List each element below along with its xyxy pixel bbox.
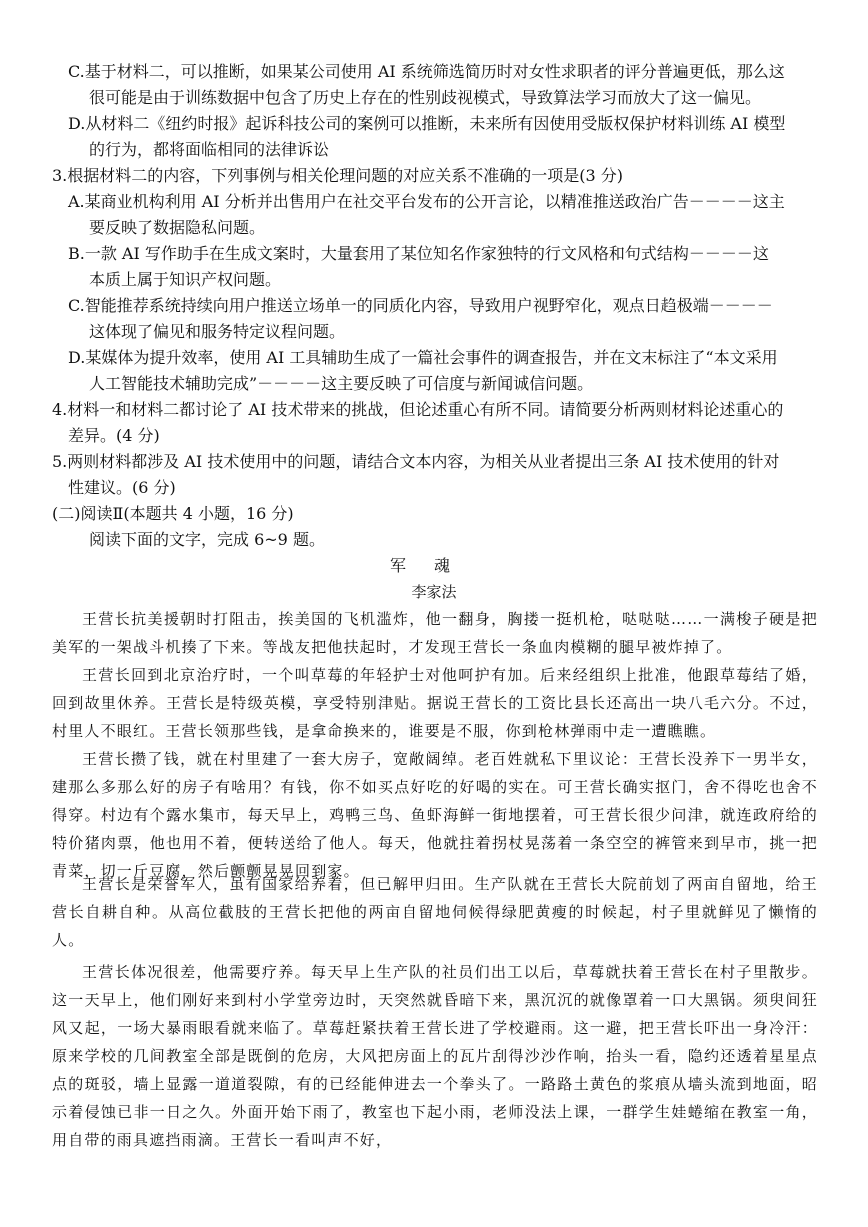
question-5-line1: 5.两则材料都涉及 AI 技术使用中的问题，请结合文本内容，为相关从业者提出三条 AI 技术使用的针对 bbox=[52, 452, 780, 471]
story-paragraph: 王营长攒了钱，就在村里建了一套大房子，宽敞阔绰。老百姓就私下里议论：王营长没养下一男半女，建那么多那么好的房子有啥用？有钱，你不如买点好吃的好喝的实在。可王营长确实抠门，舍不得吃也舍不得穿。村边有个露水集市，每天早上，鸡鸭三鸟、鱼虾海鲜一街地摆着，可王营长很少问津，就连政府给的特价猪肉票，他也用不着，便转送给了他人。每天，他就拄着拐杖晃荡着一条空空的裤管来到早市，挑一把青菜，切一斤豆腐，然后颤颤晃晃回到家。 bbox=[52, 750, 818, 880]
section-heading: (二)阅读Ⅱ(本题共 4 小题，16 分) bbox=[52, 504, 294, 523]
q3-option-c-line1: C.智能推荐系统持续向用户推送立场单一的同质化内容，导致用户视野窄化，观点日趋极端－－－－ bbox=[68, 296, 773, 315]
q3-option-c-line2: 这体现了偏见和服务特定议程问题。 bbox=[89, 322, 346, 341]
q2-option-c-line2: 很可能是由于训练数据中包含了历史上存在的性别歧视模式，导致算法学习而放大了这一偏见。 bbox=[89, 88, 762, 107]
q3-option-d-line2: 人工智能技术辅助完成”－－－－这主要反映了可信度与新闻诚信问题。 bbox=[89, 374, 594, 393]
q3-option-b-line2: 本质上属于知识产权问题。 bbox=[89, 270, 282, 289]
q2-option-d-line1: D.从材料二《纽约时报》起诉科技公司的案例可以推断，未来所有因使用受版权保护材料训练 AI 模型 bbox=[68, 114, 786, 133]
story-title: 军魂 bbox=[389, 556, 478, 575]
q3-option-d-line1: D.某媒体为提升效率，使用 AI 工具辅助生成了一篇社会事件的调查报告，并在文末标注了“本文采用 bbox=[68, 348, 778, 367]
section-instruction: 阅读下面的文字，完成 6~9 题。 bbox=[89, 530, 325, 549]
question-3: 3.根据材料二的内容，下列事例与相关伦理问题的对应关系不准确的一项是(3 分) bbox=[52, 166, 624, 185]
q3-option-b-line1: B.一款 AI 写作助手在生成文案时，大量套用了某位知名作家独特的行文风格和句式结构－－－－这 bbox=[68, 244, 769, 263]
question-4-line2: 差异。(4 分) bbox=[68, 426, 160, 445]
q2-option-c-line1: C.基于材料二，可以推断，如果某公司使用 AI 系统筛选简历时对女性求职者的评分普遍更低，那么这 bbox=[68, 62, 785, 81]
story-paragraph: 王营长体况很差，他需要疗养。每天早上生产队的社员们出工以后，草莓就扶着王营长在村子里散步。这一天早上，他们刚好来到村小学堂旁边时，天突然就昏暗下来，黑沉沉的就像罩着一口大黑锅。须臾间狂风又起，一场大暴雨眼看就来临了。草莓赶紧扶着王营长进了学校避雨。这一避，把王营长吓出一身冷汗：原来学校的几间教室全部是既倒的危房，大风把房面上的瓦片刮得沙沙作响，抬头一看，隐约还透着星星点点的斑驳，墙上显露一道道裂隙，有的已经能伸进去一个拳头了。一路路土黄色的浆痕从墙头流到地面，昭示着侵蚀已非一日之久。外面开始下雨了，教室也下起小雨，老师没法上课，一群学生娃蜷缩在教室一角，用自带的雨具遮挡雨滴。王营长一看叫声不好， bbox=[52, 963, 818, 1149]
question-4-line1: 4.材料一和材料二都讨论了 AI 技术带来的挑战，但论述重心有所不同。请简要分析两则材料论述重心的 bbox=[52, 400, 784, 419]
q3-option-a-line1: A.某商业机构利用 AI 分析并出售用户在社交平台发布的公开言论，以精准推送政治广告－－－－这主 bbox=[68, 192, 785, 211]
story-paragraph: 王营长是荣誉军人，虽有国家给养着，但已解甲归田。生产队就在王营长大院前划了两亩自留地，给王营长自耕自种。从高位截肢的王营长把他的两亩自留地伺候得绿肥黄瘦的时候起，村子里就鲜见了懒惰的人。 bbox=[52, 875, 818, 949]
story-paragraph: 王营长回到北京治疗时，一个叫草莓的年轻护士对他呵护有加。后来经组织上批准，他跟草莓结了婚，回到故里休养。王营长是特级英模，享受特别津贴。据说王营长的工资比县长还高出一块八毛六分。不过，村里人不眼红。王营长领那些钱，是拿命换来的，谁要是不服，你到枪林弹雨中走一遭瞧瞧。 bbox=[52, 666, 818, 740]
story-paragraph: 王营长抗美援朝时打阻击，挨美国的飞机滥炸，他一翻身，胸搂一挺机枪，哒哒哒……一满梭子硬是把美军的一架战斗机揍了下来。等战友把他扶起时，才发现王营长一条血肉模糊的腿早被炸掉了。 bbox=[52, 610, 818, 656]
q3-option-a-line2: 要反映了数据隐私问题。 bbox=[89, 218, 266, 237]
q2-option-d-line2: 的行为，都将面临相同的法律诉讼 bbox=[89, 140, 330, 159]
story-author: 李家法 bbox=[411, 583, 457, 601]
question-5-line2: 性建议。(6 分) bbox=[68, 478, 176, 497]
